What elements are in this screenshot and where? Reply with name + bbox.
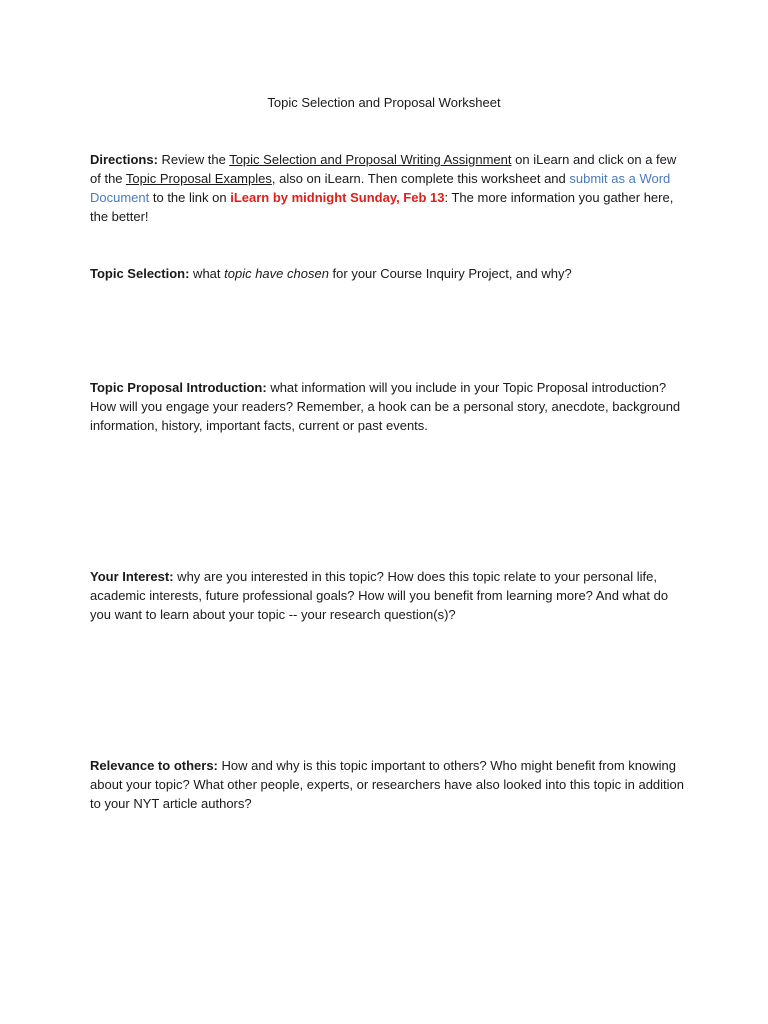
topic-selection-label: Topic Selection:	[90, 266, 190, 281]
relevance-label: Relevance to others:	[90, 758, 218, 773]
directions-text-2: on iLearn and click on a few of the	[90, 152, 677, 186]
page-title: Topic Selection and Proposal Worksheet	[267, 95, 501, 110]
examples-link[interactable]: Topic Proposal Examples	[125, 171, 272, 186]
your-interest-text: why are you interested in this topic? How does this topic relate to your personal life, academic interests, future professional goals? How will you benefit from learning more? And what do you want to learn about your topic -- your research question(s)?	[90, 569, 669, 622]
relevance-text: How and why is this topic important to others? Who might benefit from knowing about your topic? What other people, experts, or researchers have also looked into this topic in addition to your NYT article authors?	[90, 758, 685, 811]
deadline-text: iLearn by midnight Sunday, Feb 13	[230, 190, 445, 205]
topic-intro-paragraph	[90, 378, 690, 435]
directions-text-1: Review the	[157, 152, 230, 167]
directions-text-3: , also on iLearn. Then complete this worksheet and	[271, 171, 570, 186]
topic-intro-text: what information will you include in your Topic Proposal introduction? How will you engage your readers? Remember, a hook can be a personal story, anecdote, background information, history, important facts, current or past events.	[90, 380, 681, 433]
topic-selection-text-1: what	[189, 266, 225, 281]
directions-label: Directions:	[90, 152, 158, 167]
your-interest-label: Your Interest:	[90, 569, 174, 584]
directions-text-4: to the link on	[149, 190, 231, 205]
directions-paragraph	[90, 150, 690, 226]
your-interest-paragraph	[90, 567, 690, 624]
topic-selection-text-2: for your Course Inquiry Project, and why?	[328, 266, 572, 281]
topic-selection-italic: topic have chosen	[224, 266, 329, 281]
submit-word-link[interactable]: submit as a Word Document	[90, 171, 671, 205]
relevance-paragraph	[90, 756, 690, 813]
topic-intro-label: Topic Proposal Introduction:	[90, 380, 267, 395]
assignment-link[interactable]: Topic Selection and Proposal Writing Assignment	[229, 152, 512, 167]
directions-text-5: : The more information you gather here, the better!	[90, 190, 674, 224]
topic-selection-paragraph	[90, 264, 690, 283]
